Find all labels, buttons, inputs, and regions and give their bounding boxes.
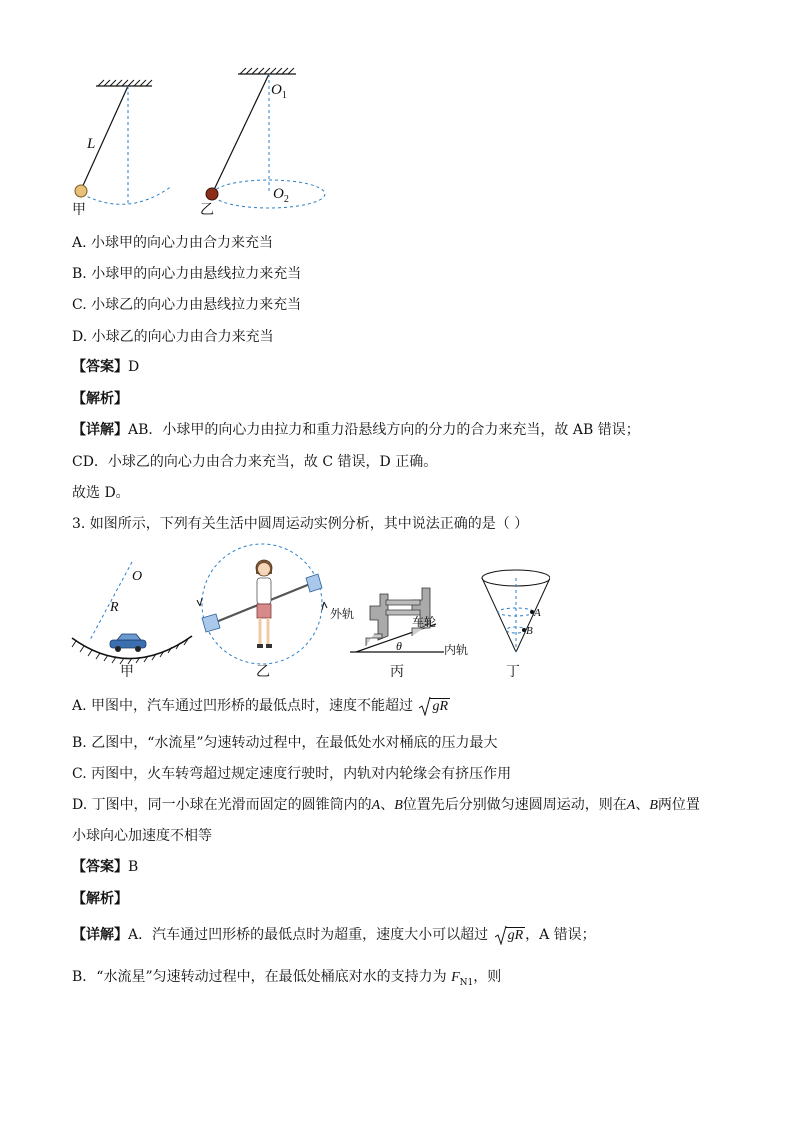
q3-answer: 【答案】B bbox=[72, 859, 139, 875]
fig-bing-caption: 丙 bbox=[390, 665, 404, 680]
q2-conclusion: 故选 D。 bbox=[72, 485, 130, 501]
fig-jia-R: R bbox=[110, 600, 119, 615]
q2-option-a: A. 小球甲的向心力由合力来充当 bbox=[72, 235, 274, 251]
q2-analysis-heading: 【解析】 bbox=[72, 391, 128, 407]
q2-option-b: B. 小球甲的向心力由悬线拉力来充当 bbox=[72, 266, 302, 282]
caption-yi: 乙 bbox=[200, 203, 214, 218]
q3-analysis-heading: 【解析】 bbox=[72, 891, 128, 907]
label-O2: $O_2$ bbox=[273, 186, 289, 205]
sqrt-gR-detail: gR bbox=[495, 926, 526, 945]
caption-jia: 甲 bbox=[72, 203, 86, 218]
pendulum-yi-ball bbox=[206, 188, 218, 200]
q3-option-c: C. 丙图中，火车转弯超过规定速度行驶时，内轨对内轮缘会有挤压作用 bbox=[72, 766, 512, 782]
pendulum-figure bbox=[60, 64, 360, 220]
fig-bing-outer-rail: 外轨 bbox=[330, 607, 355, 621]
fig-bing-wheel: 车轮 bbox=[412, 615, 437, 629]
pendulum-yi-string bbox=[212, 74, 269, 194]
q2-option-d: D. 小球乙的向心力由合力来充当 bbox=[72, 329, 274, 345]
fig-ding-B: B bbox=[526, 625, 533, 637]
label-L: L bbox=[87, 136, 96, 152]
car-icon bbox=[110, 634, 146, 652]
q3-option-d-line2: 小球向心加速度不相等 bbox=[72, 828, 212, 844]
q3-option-b: B. 乙图中，“水流星”匀速转动过程中，在最低处水对桶底的压力最大 bbox=[72, 735, 498, 751]
fig-bing-theta: θ bbox=[396, 639, 402, 653]
fig-bing-inner-rail: 内轨 bbox=[444, 643, 469, 657]
girl-figure bbox=[256, 560, 272, 648]
fig-jia-O: O bbox=[132, 569, 143, 584]
fig-ding-A: A bbox=[534, 607, 541, 619]
q2-detail-1: 【详解】AB．小球甲的向心力由拉力和重力沿悬线方向的分力的合力来充当，故 AB 错误； bbox=[72, 422, 640, 438]
q3-detail-b: B．“水流星”匀速转动过程中，在最低处桶底对水的支持力为 $F_{N1}$，则 bbox=[72, 969, 502, 988]
fig-jia-caption: 甲 bbox=[120, 665, 134, 680]
pendulum-jia-ball bbox=[75, 185, 87, 197]
sqrt-gR: gR bbox=[419, 697, 450, 716]
q2-answer: 【答案】D bbox=[72, 359, 140, 375]
q3-figure bbox=[60, 540, 550, 685]
q3-detail-a: 【详解】A．汽车通过凹形桥的最低点时为超重，速度大小可以超过 gR ，A 错误； bbox=[72, 927, 596, 943]
fig-yi-caption: 乙 bbox=[256, 665, 270, 680]
q3-stem: 3. 如图所示，下列有关生活中圆周运动实例分析，其中说法正确的是（ ） bbox=[72, 516, 529, 532]
q3-option-d-line1: D. 丁图中，同一小球在光滑而固定的圆锥筒内的A、B位置先后分别做匀速圆周运动，则在A、B两位置 bbox=[72, 797, 700, 813]
label-O1: $O_1$ bbox=[271, 82, 287, 101]
q2-detail-2: CD．小球乙的向心力由合力来充当，故 C 错误，D 正确。 bbox=[72, 454, 438, 470]
q3-option-a: A. 甲图中，汽车通过凹形桥的最低点时，速度不能超过 gR bbox=[72, 698, 449, 714]
fig-ding-caption: 丁 bbox=[506, 665, 520, 680]
q2-option-c: C. 小球乙的向心力由悬线拉力来充当 bbox=[72, 297, 302, 313]
